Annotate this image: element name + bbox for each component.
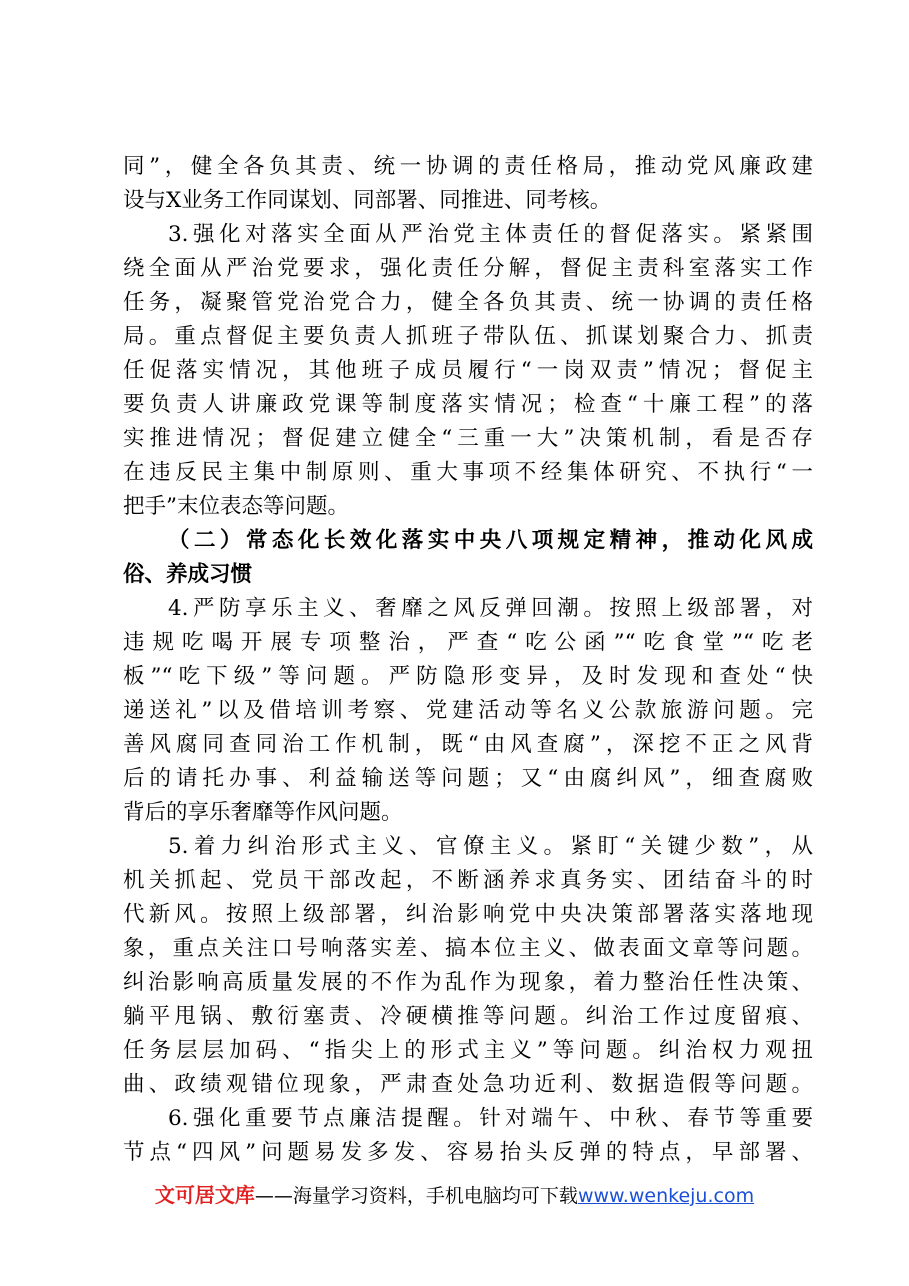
text-line: 递送礼”以及借培训考察、党建活动等名义公款旅游问题。完 — [123, 698, 813, 723]
text-line: 背后的享乐奢靡等作风问题。 — [123, 800, 403, 825]
text-line: 任务，凝聚管党治党合力，健全各负其责、统一协调的责任格 — [123, 290, 813, 315]
text-line: 把手”末位表态等问题。 — [123, 494, 349, 519]
text-line: 节点“四风”问题易发多发、容易抬头反弹的特点，早部署、 — [123, 1140, 813, 1165]
text-line: 代新风。按照上级部署，纠治影响党中央决策部署落实落地现 — [123, 902, 813, 927]
text-line: 局。重点督促主要负责人抓班子带队伍、抓谋划聚合力、抓责 — [123, 324, 813, 349]
footer-slogan: ——海量学习资料，手机电脑均可下载 — [254, 1185, 578, 1207]
text-line: 3.强化对落实全面从严治党主体责任的督促落实。紧紧围 — [168, 222, 813, 247]
text-line: 任务层层加码、“指尖上的形式主义”等问题。纠治权力观扭 — [123, 1038, 813, 1063]
footer-brand: 文可居文库 — [154, 1183, 255, 1207]
text-line: 在违反民主集中制原则、重大事项不经集体研究、不执行“一 — [123, 460, 813, 485]
text-line: 同”，健全各负其责、统一协调的责任格局，推动党风廉政建 — [123, 154, 813, 179]
section-heading-line: （二）常态化长效化落实中央八项规定精神，推动化风成 — [168, 528, 813, 553]
footer-banner — [0, 1180, 909, 1211]
text-line: 6.强化重要节点廉洁提醒。针对端午、中秋、春节等重要 — [168, 1106, 813, 1131]
text-line: 板”“吃下级”等问题。严防隐形变异，及时发现和查处“快 — [123, 664, 813, 689]
section-heading-line: 俗、养成习惯 — [123, 562, 253, 587]
text-line: 纠治影响高质量发展的不作为乱作为现象，着力整治任性决策、 — [123, 970, 813, 995]
text-line: 后的请托办事、利益输送等问题；又“由腐纠风”，细查腐败 — [123, 766, 813, 791]
text-line: 要负责人讲廉政党课等制度落实情况；检查“十廉工程”的落 — [123, 392, 813, 417]
text-line: 4.严防享乐主义、奢靡之风反弹回潮。按照上级部署，对 — [168, 596, 813, 621]
text-line: 曲、政绩观错位现象，严肃查处急功近利、数据造假等问题。 — [123, 1072, 813, 1097]
text-line: 实推进情况；督促建立健全“三重一大”决策机制，看是否存 — [123, 426, 813, 451]
text-line: 违规吃喝开展专项整治，严查“吃公函”“吃食堂”“吃老 — [123, 630, 813, 655]
text-line: 任促落实情况，其他班子成员履行“一岗双责”情况；督促主 — [123, 358, 813, 383]
text-line: 躺平甩锅、敷衍塞责、冷硬横推等问题。纠治工作过度留痕、 — [123, 1004, 813, 1029]
text-line: 机关抓起、党员干部改起，不断涵养求真务实、团结奋斗的时 — [123, 868, 813, 893]
text-line: 象，重点关注口号响落实差、搞本位主义、做表面文章等问题。 — [123, 936, 813, 961]
text-line: 绕全面从严治党要求，强化责任分解，督促主责科室落实工作 — [123, 256, 813, 281]
text-line: 5.着力纠治形式主义、官僚主义。紧盯“关键少数”，从 — [168, 834, 813, 859]
text-line: 善风腐同查同治工作机制，既“由风查腐”，深挖不正之风背 — [123, 732, 813, 757]
text-line: 设与X业务工作同谋划、同部署、同推进、同考核。 — [123, 188, 612, 213]
footer-url-link[interactable]: www.wenkeju.com — [577, 1185, 755, 1207]
